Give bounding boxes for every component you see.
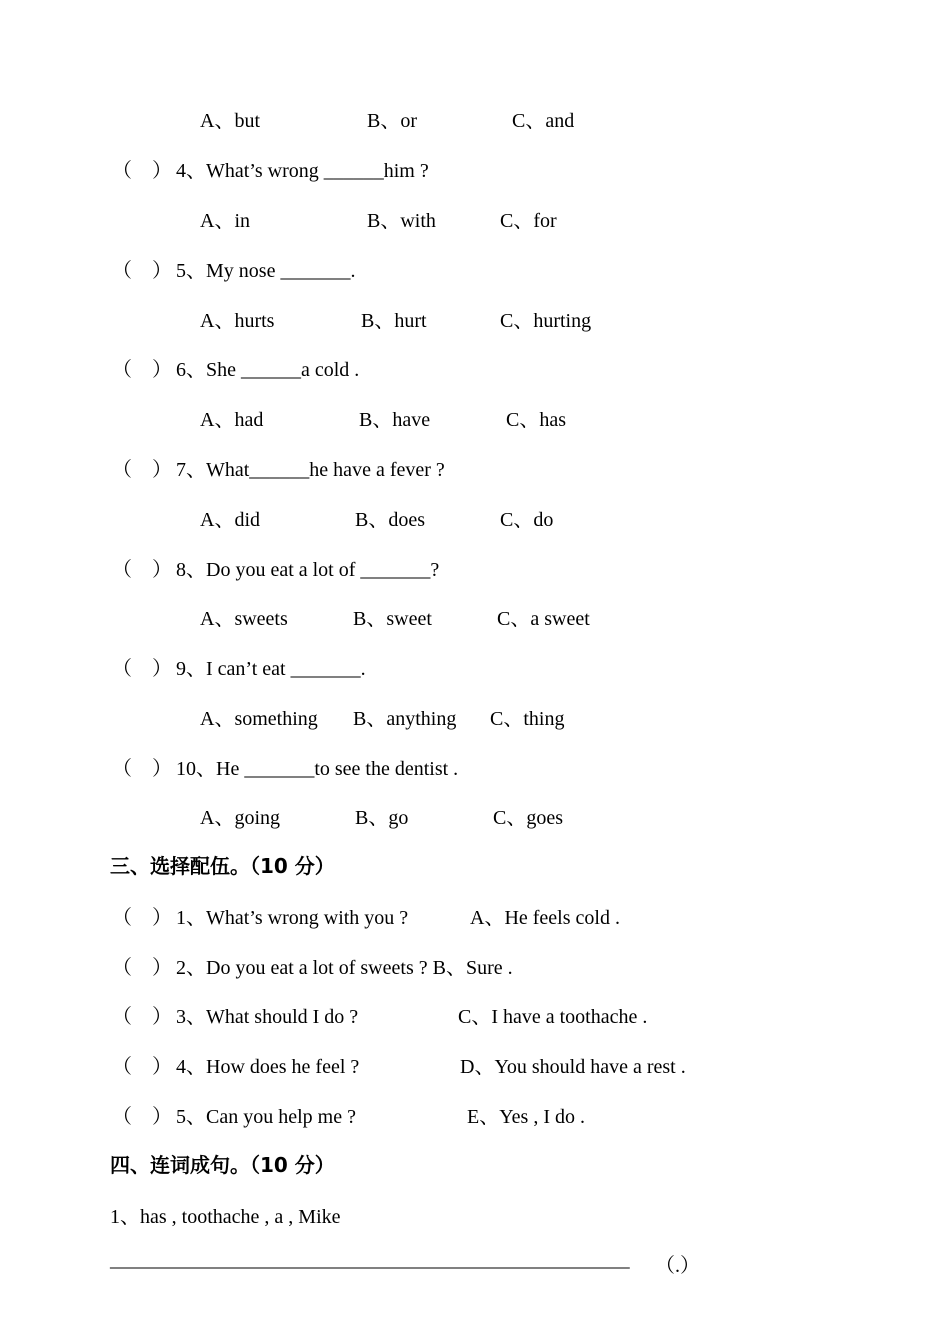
option-a: A、hurts	[200, 310, 275, 332]
section-heading: 四、连词成句。（10 分）	[110, 1153, 335, 1177]
option-c: C、and	[512, 110, 575, 132]
match-question: 3、What should I do ?	[176, 1006, 359, 1028]
answer-blank[interactable]: （ ）	[112, 160, 172, 182]
option-a: A、something	[200, 708, 318, 730]
match-answer: A、He feels cold .	[470, 907, 620, 929]
option-c: C、hurting	[500, 310, 592, 332]
option-c: C、goes	[493, 807, 563, 829]
answer-blank[interactable]: （ ）	[112, 758, 172, 780]
answer-blank[interactable]: （ ）	[112, 359, 172, 381]
answer-blank[interactable]: （ ）	[112, 459, 172, 481]
section-heading: 三、选择配伍。（10 分）	[110, 854, 335, 878]
option-a: A、in	[200, 210, 250, 232]
answer-blank[interactable]: （ ）	[112, 559, 172, 581]
answer-line[interactable]: _____________________________________________________	[110, 1249, 630, 1271]
option-c: C、for	[500, 210, 557, 232]
answer-blank[interactable]: （ ）	[112, 1106, 172, 1128]
answer-blank[interactable]: （ ）	[112, 658, 172, 680]
option-b: B、sweet	[353, 608, 432, 630]
match-question: 1、What’s wrong with you ?	[176, 907, 409, 929]
option-b: B、hurt	[361, 310, 427, 332]
option-b: B、go	[355, 807, 409, 829]
match-answer: C、I have a toothache .	[458, 1006, 648, 1028]
answer-blank[interactable]: （ ）	[112, 957, 172, 979]
match-answer: E、Yes , I do .	[467, 1106, 585, 1128]
option-a: A、but	[200, 110, 260, 132]
option-a: A、had	[200, 409, 264, 431]
option-c: C、has	[506, 409, 566, 431]
question-stem: 7、What______he have a fever ?	[176, 459, 445, 481]
option-b: B、or	[367, 110, 417, 132]
option-c: C、a sweet	[497, 608, 590, 630]
option-c: C、do	[500, 509, 554, 531]
answer-end-punct: （.）	[655, 1255, 700, 1277]
question-stem: 6、She ______a cold .	[176, 359, 360, 381]
option-b: B、anything	[353, 708, 457, 730]
question-stem: 8、Do you eat a lot of _______?	[176, 559, 440, 581]
answer-blank[interactable]: （ ）	[112, 1006, 172, 1028]
question-stem: 4、What’s wrong ______him ?	[176, 160, 429, 182]
question-stem: 5、My nose _______.	[176, 260, 356, 282]
sentence-words: 1、has , toothache , a , Mike	[110, 1206, 341, 1228]
option-b: B、with	[367, 210, 436, 232]
option-a: A、did	[200, 509, 260, 531]
match-question: 5、Can you help me ?	[176, 1106, 356, 1128]
option-a: A、going	[200, 807, 280, 829]
answer-blank[interactable]: （ ）	[112, 1056, 172, 1078]
match-answer: D、You should have a rest .	[460, 1056, 686, 1078]
match-question: 2、Do you eat a lot of sweets ? B、Sure .	[176, 957, 513, 979]
option-b: B、have	[359, 409, 431, 431]
answer-blank[interactable]: （ ）	[112, 907, 172, 929]
question-stem: 10、He _______to see the dentist .	[176, 758, 459, 780]
answer-blank[interactable]: （ ）	[112, 260, 172, 282]
question-stem: 9、I can’t eat _______.	[176, 658, 366, 680]
option-c: C、thing	[490, 708, 565, 730]
option-b: B、does	[355, 509, 425, 531]
match-question: 4、How does he feel ?	[176, 1056, 360, 1078]
option-a: A、sweets	[200, 608, 288, 630]
